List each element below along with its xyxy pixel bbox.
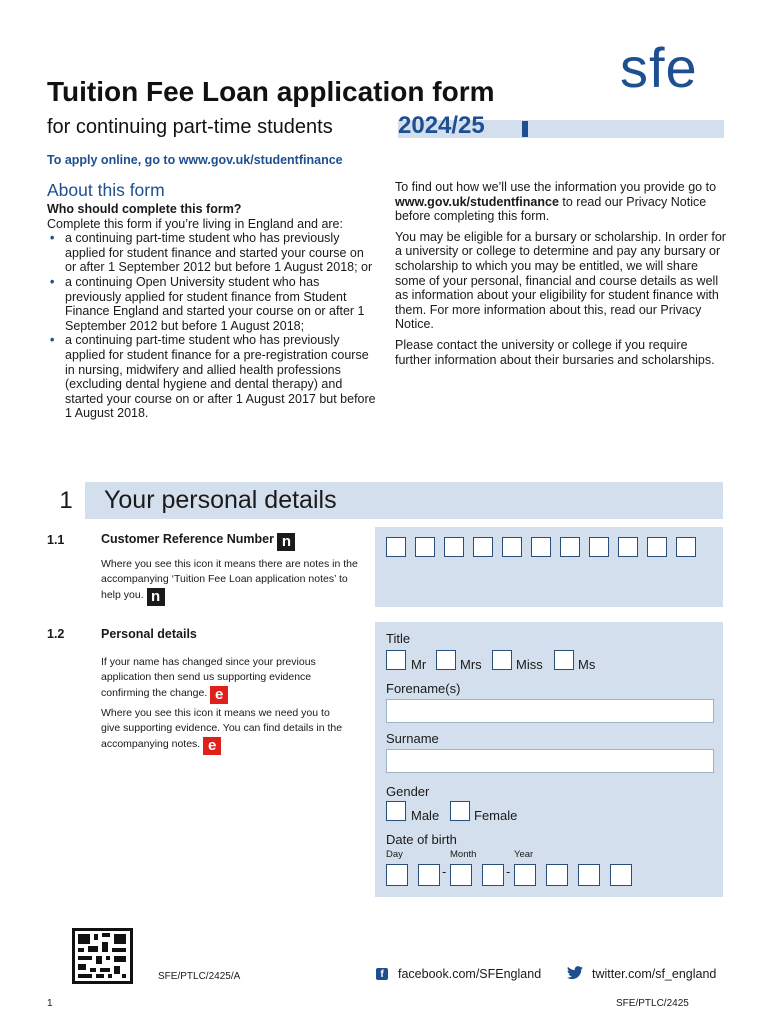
list-item: [47, 231, 377, 275]
crn-note: [101, 557, 361, 606]
eligibility-list: [47, 231, 377, 421]
title-mr-checkbox[interactable]: [386, 650, 406, 670]
title-ms-label: Ms: [578, 657, 596, 672]
sfe-logo: sfe: [620, 36, 698, 99]
title-ms-checkbox[interactable]: [554, 650, 574, 670]
crn-digit-box[interactable]: [502, 537, 522, 557]
contact-paragraph: Please contact the university or college if you require further information about their bursaries and scholarships.: [395, 337, 715, 367]
about-right-column: [395, 180, 727, 373]
list-item: [47, 333, 377, 421]
list-item-text: a continuing Open University student who has previously applied for student finance from Student Finance England and started your course on or after 1 September 2012 but before 1 August 2018;: [65, 274, 365, 333]
who-heading: Who should complete this form?: [47, 202, 242, 216]
bullet-icon: •: [50, 333, 55, 348]
twitter-link[interactable]: twitter.com/sf_england: [592, 967, 717, 981]
evidence-note: [101, 706, 351, 755]
twitter-icon: [567, 966, 583, 980]
privacy-post: to read our Privacy Notice before completing this form.: [395, 194, 707, 224]
notes-icon: n: [147, 588, 165, 606]
dob-label: Date of birth: [386, 832, 457, 847]
gender-female-checkbox[interactable]: [450, 801, 470, 821]
dob-separator: -: [442, 864, 447, 879]
facebook-link[interactable]: facebook.com/SFEngland: [398, 967, 542, 981]
personal-details-title: Personal details: [101, 627, 197, 641]
bullet-icon: •: [50, 231, 55, 246]
academic-year: 2024/25: [398, 112, 485, 139]
list-item-text: a continuing part-time student who has previously applied for student finance for a pre-registration course in nursing, midwifery and allied health professions (excluding dental hygiene and dental therapy) and started your course on or after 1 August 2017 but before 1 August 2018.: [65, 333, 376, 421]
surname-label: Surname: [386, 731, 439, 746]
question-number-1-1: 1.1: [47, 533, 65, 547]
crn-title: [101, 532, 295, 551]
name-change-note: [101, 655, 351, 704]
title-miss-checkbox[interactable]: [492, 650, 512, 670]
name-change-note-text: If your name has changed since your previous application then send us supporting evidence confirming the change.: [101, 656, 316, 699]
dob-separator: -: [506, 864, 511, 879]
dob-month-label: Month: [450, 849, 477, 860]
gender-female-label: Female: [474, 808, 518, 823]
surname-field[interactable]: [386, 749, 714, 773]
dob-year-digit-4[interactable]: [610, 864, 632, 886]
bullet-icon: •: [50, 274, 55, 289]
crn-digit-box[interactable]: [647, 537, 667, 557]
section-title: Your personal details: [104, 486, 337, 514]
who-intro: Complete this form if you’re living in England and are:: [47, 216, 343, 231]
crn-digit-box[interactable]: [415, 537, 435, 557]
about-left-column: [47, 202, 377, 421]
barcode-icon: [72, 928, 133, 984]
title-label: Title: [386, 631, 411, 646]
title-mrs-label: Mrs: [460, 657, 482, 672]
privacy-link[interactable]: www.gov.uk/studentfinance: [395, 194, 559, 209]
dob-day-digit-2[interactable]: [418, 864, 440, 886]
notes-icon: n: [277, 533, 295, 551]
gender-male-checkbox[interactable]: [386, 801, 406, 821]
title-mr-label: Mr: [411, 657, 427, 672]
form-subtitle: for continuing part-time students: [47, 116, 333, 138]
gender-label: Gender: [386, 784, 430, 799]
forenames-label: Forename(s): [386, 681, 461, 696]
footer-form-code: SFE/PTLC/2425: [616, 998, 689, 1009]
crn-digit-box[interactable]: [386, 537, 406, 557]
gender-male-label: Male: [411, 808, 440, 823]
evidence-icon: e: [210, 686, 228, 704]
title-miss-label: Miss: [516, 657, 543, 672]
form-title: Tuition Fee Loan application form: [47, 76, 495, 107]
evidence-note-text: Where you see this icon it means we need you to give supporting evidence. You can find details in the accompanying notes.: [101, 707, 343, 750]
facebook-icon: f: [376, 968, 388, 980]
title-mrs-checkbox[interactable]: [436, 650, 456, 670]
forenames-field[interactable]: [386, 699, 714, 723]
year-marker: [522, 121, 528, 137]
bursary-paragraph: You may be eligible for a bursary or scholarship. In order for a university or college to determine and pay any bursary or scholarship to which you may be entitled, we will share some of your personal, financial and course details as well as information about your eligibility for student finance with them. For more information about this, read our Privacy Notice.: [395, 229, 726, 332]
list-item: [47, 275, 377, 333]
privacy-pre: To find out how we’ll use the information you provide go to: [395, 180, 717, 194]
crn-digit-box[interactable]: [473, 537, 493, 557]
crn-digit-box[interactable]: [618, 537, 638, 557]
crn-note-text: Where you see this icon it means there are notes in the accompanying ‘Tuition Fee Loan application notes’ to help you.: [101, 558, 358, 601]
question-number-1-2: 1.2: [47, 627, 65, 641]
page-number: 1: [47, 998, 53, 1009]
privacy-paragraph: [395, 180, 727, 224]
crn-digit-box[interactable]: [676, 537, 696, 557]
dob-day-digit-1[interactable]: [386, 864, 408, 886]
crn-digit-box[interactable]: [444, 537, 464, 557]
crn-title-text: Customer Reference Number: [101, 532, 274, 546]
dob-year-label: Year: [514, 849, 534, 860]
section-number: 1: [59, 486, 73, 514]
dob-day-label: Day: [386, 849, 403, 860]
dob-year-digit-1[interactable]: [514, 864, 536, 886]
dob-month-digit-2[interactable]: [482, 864, 504, 886]
dob-year-digit-2[interactable]: [546, 864, 568, 886]
list-item-text: a continuing part-time student who has previously applied for student finance and started your course on or after 1 September 2012 but before 1 August 2018; or: [65, 231, 373, 275]
apply-online-link[interactable]: To apply online, go to www.gov.uk/studentfinance: [47, 153, 343, 167]
about-heading: About this form: [47, 180, 165, 200]
form-code: SFE/PTLC/2425/A: [158, 971, 241, 982]
evidence-icon: e: [203, 737, 221, 755]
crn-digit-box[interactable]: [531, 537, 551, 557]
section-number-box: [47, 482, 85, 519]
crn-digit-box[interactable]: [560, 537, 580, 557]
crn-digit-box[interactable]: [589, 537, 609, 557]
crn-input[interactable]: [386, 537, 696, 557]
dob-month-digit-1[interactable]: [450, 864, 472, 886]
dob-year-digit-3[interactable]: [578, 864, 600, 886]
